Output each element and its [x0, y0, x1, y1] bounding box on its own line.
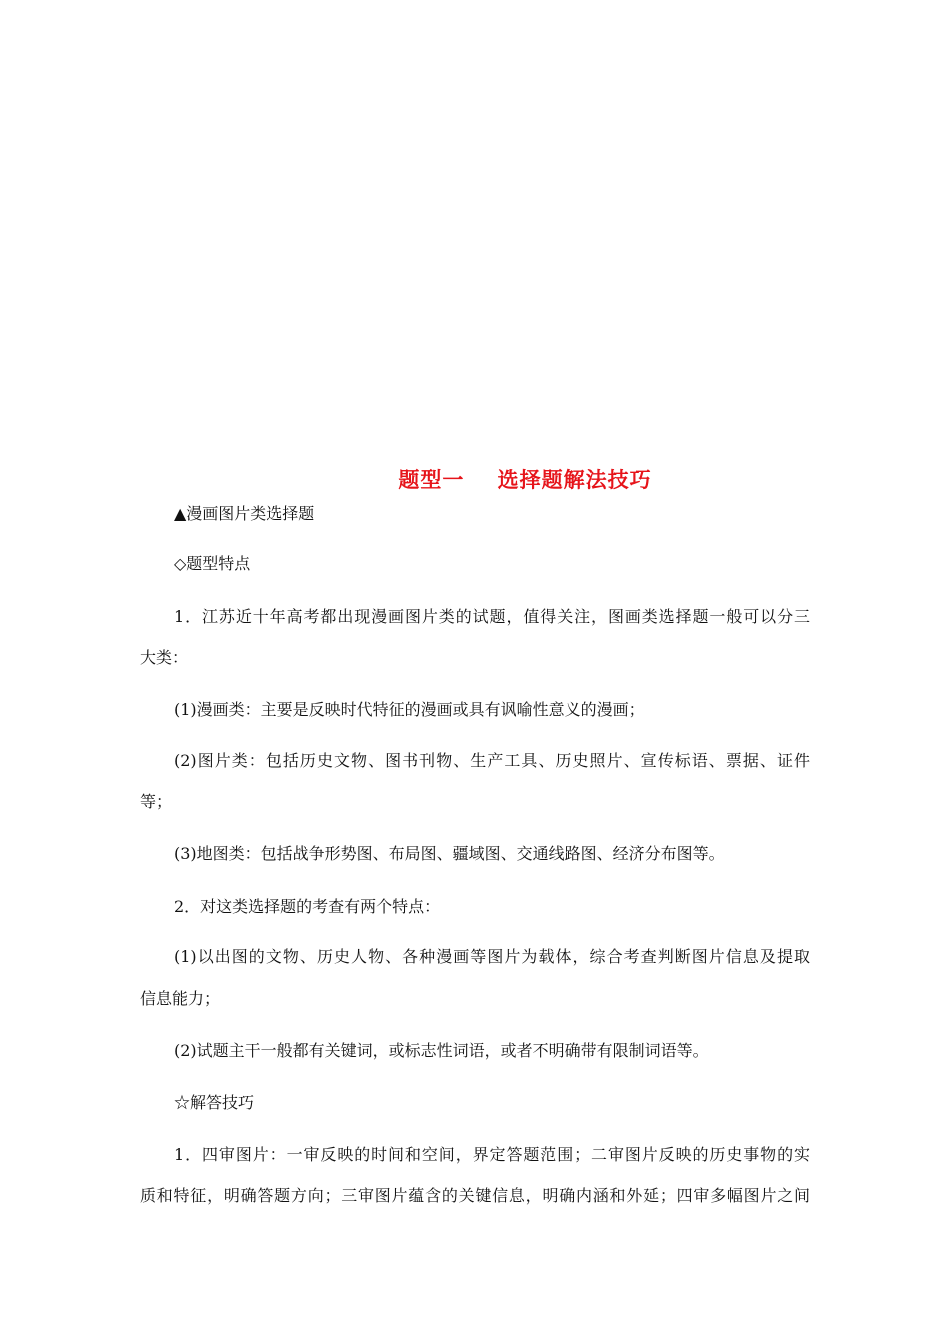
- feature-1-line-2: 信息能力；: [140, 989, 221, 1008]
- list-item-maps: (3)地图类：包括战争形势图、布局图、疆域图、交通线路图、经济分布图等。: [174, 844, 725, 863]
- title-part1: 题型一: [398, 467, 465, 492]
- feature-1-line-1: (1)以出图的文物、历史人物、各种漫画等图片为载体，综合考查判断图片信息及提取: [174, 947, 810, 966]
- section-heading: ▲漫画图片类选择题: [174, 504, 315, 523]
- skill-1-line-1: 1．四审图片：一审反映的时间和空间，界定答题范围；二审图片反映的历史事物的实: [174, 1145, 810, 1164]
- skill-1-line-2: 质和特征，明确答题方向；三审图片蕴含的关键信息，明确内涵和外延；四审多幅图片之间: [140, 1186, 810, 1205]
- list-item-pictures-line-2: 等；: [140, 792, 173, 811]
- page-title: [140, 464, 910, 494]
- feature-2: (2)试题主干一般都有关键词，或标志性词语，或者不明确带有限制词语等。: [174, 1041, 709, 1060]
- paragraph-1-line-1: 1．江苏近十年高考都出现漫画图片类的试题，值得关注，图画类选择题一般可以分三: [174, 607, 810, 626]
- list-item-comics: (1)漫画类：主要是反映时代特征的漫画或具有讽喻性意义的漫画；: [174, 700, 645, 719]
- paragraph-2: 2．对这类选择题的考查有两个特点：: [174, 897, 441, 916]
- subheading-skills: ☆解答技巧: [174, 1093, 255, 1112]
- subheading-features: ◇题型特点: [174, 554, 251, 573]
- title-part2: 选择题解法技巧: [497, 467, 652, 492]
- list-item-pictures-line-1: (2)图片类：包括历史文物、图书刊物、生产工具、历史照片、宣传标语、票据、证件: [174, 751, 810, 770]
- paragraph-1-line-2: 大类：: [140, 648, 189, 667]
